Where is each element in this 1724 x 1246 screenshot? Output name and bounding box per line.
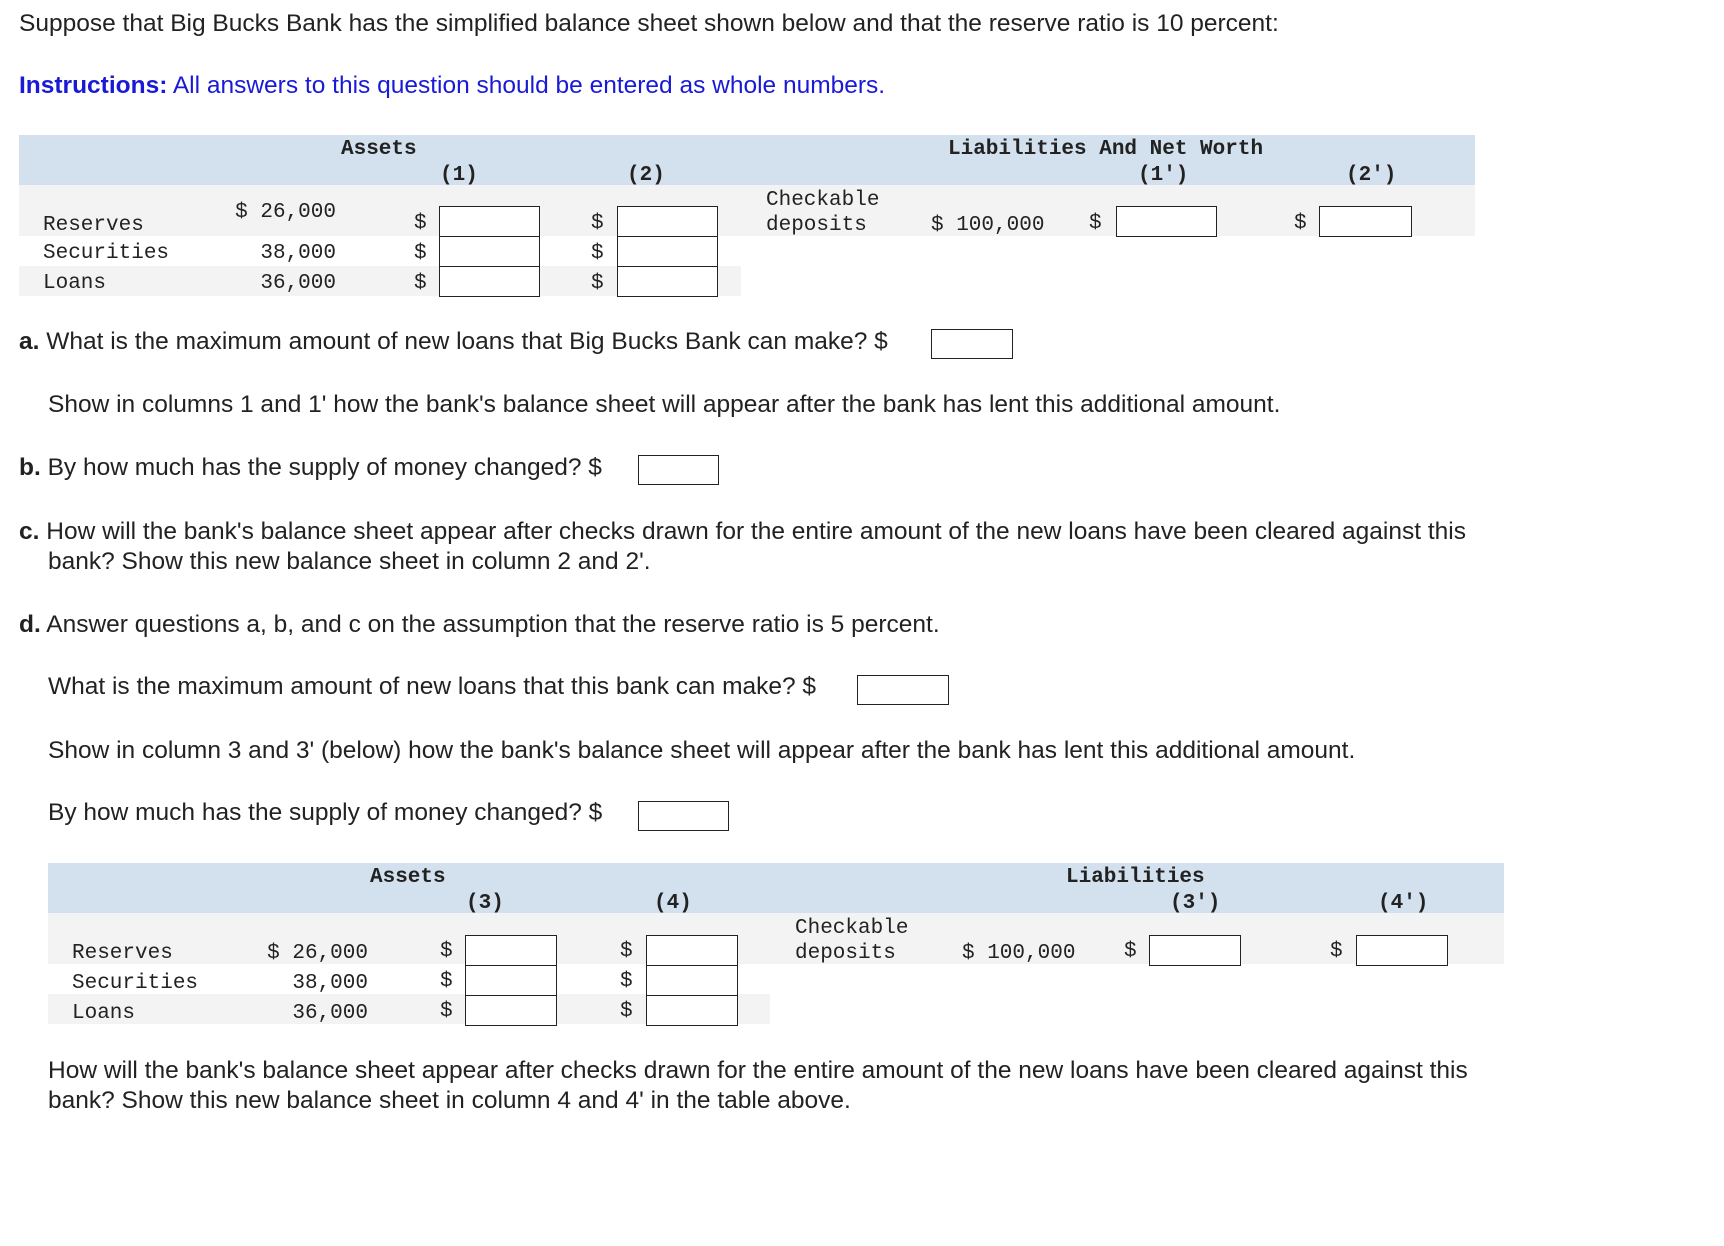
- table2-deposits-value: $ 100,000: [962, 942, 1076, 965]
- table1-dollar-sign: $: [414, 272, 427, 295]
- table1-dollar-sign: $: [591, 272, 604, 295]
- table2-value-reserves: $ 26,000: [267, 942, 368, 965]
- instructions: [19, 72, 885, 100]
- max-new-loans-5pct-input[interactable]: [857, 675, 949, 705]
- table1-dollar-sign: $: [414, 242, 427, 265]
- question-b: [19, 454, 602, 482]
- table2-dollar-sign: $: [620, 940, 633, 963]
- table1-label-reserves: Reserves: [43, 214, 144, 237]
- col2-reserves-input[interactable]: [617, 206, 718, 237]
- table2-dollar-sign: $: [440, 1000, 453, 1023]
- table1-col-2: (2): [627, 164, 665, 187]
- question-a-text: What is the maximum amount of new loans that Big Bucks Bank can make? $: [39, 328, 888, 355]
- col1p-deposits-input[interactable]: [1116, 206, 1217, 237]
- table1-deposits-label: deposits: [766, 214, 867, 237]
- table1-deposits-value: $ 100,000: [931, 214, 1045, 237]
- table2-label-loans: Loans: [72, 1002, 136, 1025]
- question-c-text: How will the bank's balance sheet appear after checks drawn for the entire amount of the new loans have been cleared against this: [39, 518, 1466, 545]
- table2-label-reserves: Reserves: [72, 942, 173, 965]
- table2-col-3: (3): [466, 892, 504, 915]
- col2p-deposits-input[interactable]: [1319, 206, 1412, 237]
- question-b-text: By how much has the supply of money changed? $: [40, 454, 602, 481]
- table1-dollar-sign: $: [591, 242, 604, 265]
- max-new-loans-input[interactable]: [931, 329, 1013, 359]
- col1-securities-input[interactable]: [439, 236, 540, 267]
- table2-dollar-sign: $: [1330, 940, 1343, 963]
- table2-value-loans: 36,000: [292, 1002, 368, 1025]
- col2-securities-input[interactable]: [617, 236, 718, 267]
- col4-securities-input[interactable]: [646, 965, 738, 996]
- table2-dollar-sign: $: [440, 970, 453, 993]
- final-question-line1: How will the bank's balance sheet appear after checks drawn for the entire amount of the new loans have been cleared against this: [48, 1057, 1468, 1084]
- col3p-deposits-input[interactable]: [1149, 935, 1241, 966]
- question-d-max-loans: What is the maximum amount of new loans that this bank can make? $: [48, 673, 817, 700]
- table1-dollar-sign: $: [414, 212, 427, 235]
- table1-assets-header: Assets: [341, 138, 417, 161]
- table2-checkable-label: Checkable: [795, 917, 909, 940]
- question-a: [19, 328, 888, 356]
- table2-value-securities: 38,000: [292, 972, 368, 995]
- show-column-3-text: Show in column 3 and 3' (below) how the bank's balance sheet will appear after the bank has lent this additional amount.: [48, 737, 1356, 764]
- question-c-label: c.: [19, 518, 40, 545]
- table2-col-3p: (3'): [1170, 892, 1221, 915]
- table2-dollar-sign: $: [440, 940, 453, 963]
- money-supply-change-input[interactable]: [638, 455, 719, 485]
- instructions-label: Instructions:: [19, 72, 168, 99]
- table2-dollar-sign: $: [620, 1000, 633, 1023]
- col4-loans-input[interactable]: [646, 995, 738, 1026]
- table2-liabilities-header: Liabilities: [1066, 866, 1205, 889]
- table2-assets-header: Assets: [370, 866, 446, 889]
- table2-deposits-label: deposits: [795, 942, 896, 965]
- col3-securities-input[interactable]: [465, 965, 557, 996]
- table1-dollar-sign: $: [1294, 212, 1307, 235]
- table2-dollar-sign: $: [1124, 940, 1137, 963]
- table1-col-1: (1): [440, 164, 478, 187]
- table1-liabilities-header: Liabilities And Net Worth: [948, 138, 1264, 161]
- col3-loans-input[interactable]: [465, 995, 557, 1026]
- question-b-label: b.: [19, 454, 41, 481]
- table2-header-band: [48, 863, 1504, 913]
- final-question-line2: bank? Show this new balance sheet in column 4 and 4' in the table above.: [48, 1087, 851, 1114]
- table1-label-securities: Securities: [43, 242, 170, 265]
- table1-dollar-sign: $: [591, 212, 604, 235]
- table1-dollar-sign: $: [1089, 212, 1102, 235]
- question-d-money-change: By how much has the supply of money changed? $: [48, 799, 603, 826]
- show-columns-1-text: Show in columns 1 and 1' how the bank's balance sheet will appear after the bank has lent this additional amount.: [48, 391, 1281, 418]
- table2-dollar-sign: $: [620, 970, 633, 993]
- table1-col-1p: (1'): [1138, 164, 1189, 187]
- col4p-deposits-input[interactable]: [1356, 935, 1448, 966]
- intro-text: Suppose that Big Bucks Bank has the simplified balance sheet shown below and that the reserve ratio is 10 percent:: [19, 10, 1279, 37]
- col4-reserves-input[interactable]: [646, 935, 738, 966]
- table1-col-2p: (2'): [1346, 164, 1397, 187]
- question-c-line2: bank? Show this new balance sheet in column 2 and 2'.: [48, 548, 651, 575]
- table1-checkable-label: Checkable: [766, 189, 880, 212]
- table2-label-securities: Securities: [72, 972, 199, 995]
- instructions-text: All answers to this question should be entered as whole numbers.: [167, 72, 886, 99]
- col1-reserves-input[interactable]: [439, 206, 540, 237]
- question-d: [19, 611, 940, 639]
- table1-value-reserves: $ 26,000: [235, 201, 336, 224]
- question-d-text: Answer questions a, b, and c on the assumption that the reserve ratio is 5 percent.: [40, 611, 940, 638]
- table2-col-4: (4): [654, 892, 692, 915]
- question-d-label: d.: [19, 611, 41, 638]
- col2-loans-input[interactable]: [617, 266, 718, 297]
- question-c-line1: [19, 518, 1466, 546]
- table2-col-4p: (4'): [1378, 892, 1429, 915]
- question-a-label: a.: [19, 328, 40, 355]
- table1-value-loans: 36,000: [260, 272, 336, 295]
- table1-label-loans: Loans: [43, 272, 107, 295]
- col3-reserves-input[interactable]: [465, 935, 557, 966]
- col1-loans-input[interactable]: [439, 266, 540, 297]
- money-supply-change-5pct-input[interactable]: [638, 801, 729, 831]
- table1-value-securities: 38,000: [260, 242, 336, 265]
